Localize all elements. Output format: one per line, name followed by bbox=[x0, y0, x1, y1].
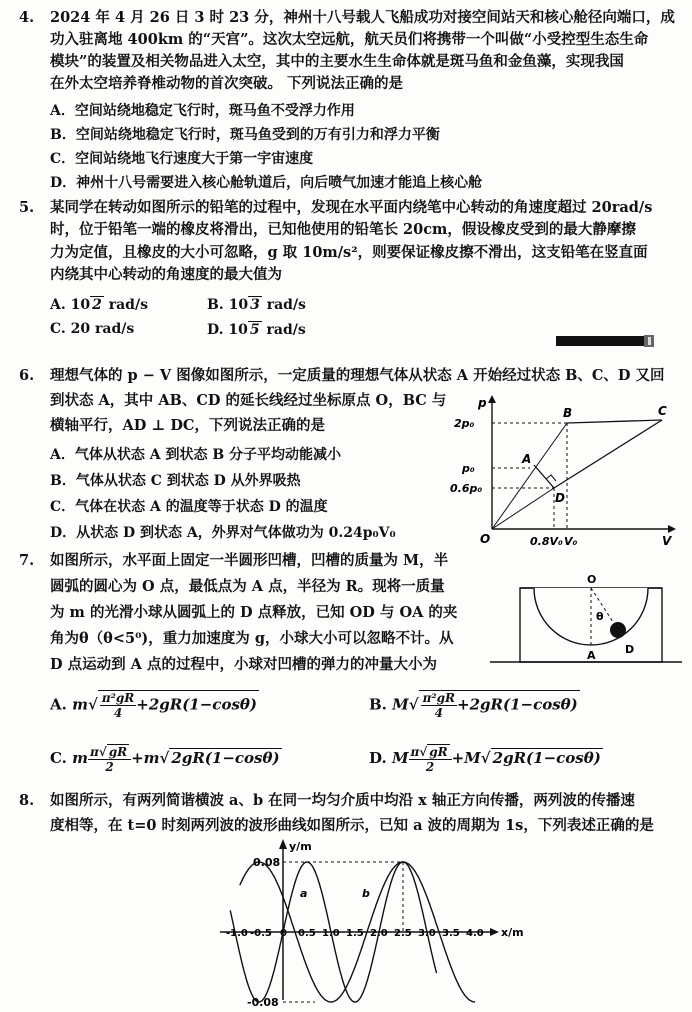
x-tick-label: -1.0 bbox=[226, 928, 248, 939]
question-number: 5. bbox=[19, 199, 35, 216]
wave-b-label: b bbox=[362, 887, 370, 900]
question-text-line: 度相等，在 t=0 时刻两列波的波形曲线如图所示，已知 a 波的周期为 1s，下列表述正确的是 bbox=[50, 817, 654, 834]
question-text-line: 功入驻离地 400km 的“天宫”。这次太空远航，航天员们将携带一个叫做“小受控型生态生命 bbox=[50, 31, 649, 48]
option-b: B．空间站绕地稳定飞行时，斑马鱼受到的万有引力和浮力平衡 bbox=[50, 127, 440, 143]
pv-diagram bbox=[430, 393, 680, 548]
question-text-line: 横轴平行，AD ⊥ DC，下列说法正确的是 bbox=[50, 417, 325, 434]
option-c: C. 20 rad/s bbox=[50, 321, 135, 337]
question-text-line: 理想气体的 p − V 图像如图所示，一定质量的理想气体从状态 A 开始经过状态 B、C、D 又回 bbox=[50, 367, 665, 384]
x-tick-label: 3.0 bbox=[418, 928, 436, 939]
tick-v0: V₀ bbox=[564, 535, 578, 548]
option-d: D．神州十八号需要进入核心舱轨道后，向后喷气加速才能追上核心舱 bbox=[50, 175, 483, 191]
option-c: C．气体在状态 A 的温度等于状态 D 的温度 bbox=[50, 499, 328, 515]
option-a: A．空间站绕地稳定飞行时，斑马鱼不受浮力作用 bbox=[50, 103, 355, 119]
question-text-line: 圆弧的圆心为 O 点，最低点为 A 点，半径为 R。现将一质量 bbox=[50, 578, 445, 595]
question-text-line: 2024 年 4 月 26 日 3 时 23 分，神州十八号载人飞船成功对接空间站天和核心舱径向端口，成 bbox=[50, 9, 675, 26]
question-text-line: 模块”的装置及相关物品进入太空，其中的主要水生生命体就是斑马鱼和金鱼藻，实现我国 bbox=[50, 53, 624, 70]
option-d: D. M $\frac{\pi√ gR}{2}$ +M√ 2gR(1−cosθ) bbox=[369, 745, 601, 774]
question-text-line: 内绕其中心转动的角速度的最大值为 bbox=[50, 266, 282, 283]
option-b: B．气体从状态 C 到状态 D 从外界吸热 bbox=[50, 473, 301, 489]
question-text-line: 力为定值，且橡皮的大小可忽略，g 取 10m/s²，则要保证橡皮擦不滑出，这支铅笔在竖直面 bbox=[50, 244, 648, 261]
x-axis-label: x/m bbox=[501, 926, 524, 939]
question-text-line: 角为θ（θ<5⁰)，重力加速度为 g，小球大小可以忽略不计。从 bbox=[50, 630, 454, 647]
question-text-line: 在外太空培养脊椎动物的首次突破。 下列说法正确的是 bbox=[50, 75, 404, 92]
origin-label: O bbox=[480, 532, 491, 546]
option-b: B. 10 3 rad/s bbox=[207, 297, 306, 313]
theta-label: θ bbox=[596, 610, 604, 623]
point-a-label: A bbox=[522, 452, 532, 466]
x-tick-label: 2.5 bbox=[394, 928, 412, 939]
option-b: B. M√ $\frac{\text{π²gR}}{4}$ +2gR(1−cosθ) bbox=[369, 691, 578, 720]
question-text-line: 某同学在转动如图所示的铅笔的过程中，发现在水平面内绕笔中心转动的角速度超过 20rad/s bbox=[50, 199, 653, 216]
point-d-label: D bbox=[555, 491, 565, 505]
option-d: D. 10 5 rad/s bbox=[207, 322, 306, 338]
p-axis-arrow bbox=[488, 395, 496, 403]
point-d-label: D bbox=[625, 643, 635, 656]
x-axis-arrow bbox=[490, 928, 499, 936]
question-number: 4. bbox=[19, 9, 35, 26]
wave-a-label: a bbox=[300, 887, 308, 900]
ball bbox=[610, 622, 626, 638]
option-c: C．空间站绕地飞行速度大于第一宇宙速度 bbox=[50, 151, 314, 167]
segment-bc bbox=[567, 420, 662, 423]
v-axis-arrow bbox=[668, 525, 676, 533]
x-tick-label: 0.5 bbox=[298, 928, 316, 939]
v-axis-label: V bbox=[662, 534, 672, 548]
y-axis-arrow bbox=[279, 839, 287, 849]
segment-ad bbox=[534, 465, 554, 488]
point-b-label: B bbox=[563, 406, 573, 420]
option-a: A．气体从状态 A 到状态 B 分子平均动能减小 bbox=[50, 447, 342, 463]
question-text-line: 为 m 的光滑小球从圆弧上的 D 点释放，已知 OD 与 OA 的夹 bbox=[50, 604, 458, 621]
y-tick-top: 0.08 bbox=[253, 856, 281, 869]
question-number: 8. bbox=[19, 792, 35, 809]
tick-2p0: 2p₀ bbox=[454, 417, 475, 430]
x-tick-label: 2.0 bbox=[370, 928, 388, 939]
x-tick-labels bbox=[226, 928, 484, 939]
x-tick-label: 4.0 bbox=[466, 928, 484, 939]
point-o-label: O bbox=[587, 573, 597, 586]
option-a: A. m√ $\frac{\text{π²gR}}{4}$ +2gR(1−cosθ) bbox=[50, 691, 257, 720]
tick-0.6p0: 0.6p₀ bbox=[450, 482, 483, 495]
option-d: D．从状态 D 到状态 A，外界对气体做功为 0.24p₀V₀ bbox=[50, 525, 396, 541]
option-c: C. m $\frac{\pi√ gR}{2}$ +m√ 2gR(1−cosθ) bbox=[50, 745, 280, 774]
question-text-line: 到状态 A，其中 AB、CD 的延长线经过坐标原点 O，BC 与 bbox=[50, 392, 447, 409]
x-tick-label: -0.5 bbox=[250, 928, 272, 939]
y-tick-bottom: -0.08 bbox=[247, 996, 279, 1007]
pencil-figure bbox=[556, 332, 660, 350]
x-tick-label: 1.5 bbox=[346, 928, 364, 939]
question-text-line: 如图所示，水平面上固定一半圆形凹槽，凹槽的质量为 M，半 bbox=[50, 552, 449, 569]
wave-graph bbox=[220, 835, 530, 1007]
x-tick-label: 1.0 bbox=[322, 928, 340, 939]
p-axis-label: p bbox=[478, 396, 487, 410]
question-number: 7. bbox=[19, 552, 35, 569]
x-tick-label: 3.5 bbox=[442, 928, 460, 939]
pencil-body bbox=[556, 336, 646, 346]
point-c-label: C bbox=[658, 404, 667, 418]
question-text-line: 如图所示，有两列简谐横波 a、b 在同一均匀介质中均沿 x 轴正方向传播，两列波的传播速 bbox=[50, 792, 635, 809]
question-text-line: 时，位于铅笔一端的橡皮将滑出，已知他使用的铅笔长 20cm，假设橡皮受到的最大静摩擦 bbox=[50, 221, 636, 238]
option-a: A. 10 2 rad/s bbox=[50, 297, 148, 313]
question-text-line: D 点运动到 A 点的过程中，小球对凹槽的弹力的冲量大小为 bbox=[50, 656, 437, 673]
tick-0.8v0: 0.8V₀ bbox=[530, 535, 563, 548]
line-od bbox=[492, 488, 554, 529]
groove-figure bbox=[490, 568, 682, 666]
question-number: 6. bbox=[19, 367, 35, 384]
point-a-label: A bbox=[587, 649, 596, 662]
eraser-highlight bbox=[648, 337, 651, 345]
y-axis-label: y/m bbox=[289, 840, 312, 853]
tick-p0: p₀ bbox=[462, 462, 475, 475]
line-oab bbox=[492, 423, 567, 529]
x-tick-label: 0 bbox=[280, 928, 287, 939]
segment-cd bbox=[554, 420, 662, 488]
